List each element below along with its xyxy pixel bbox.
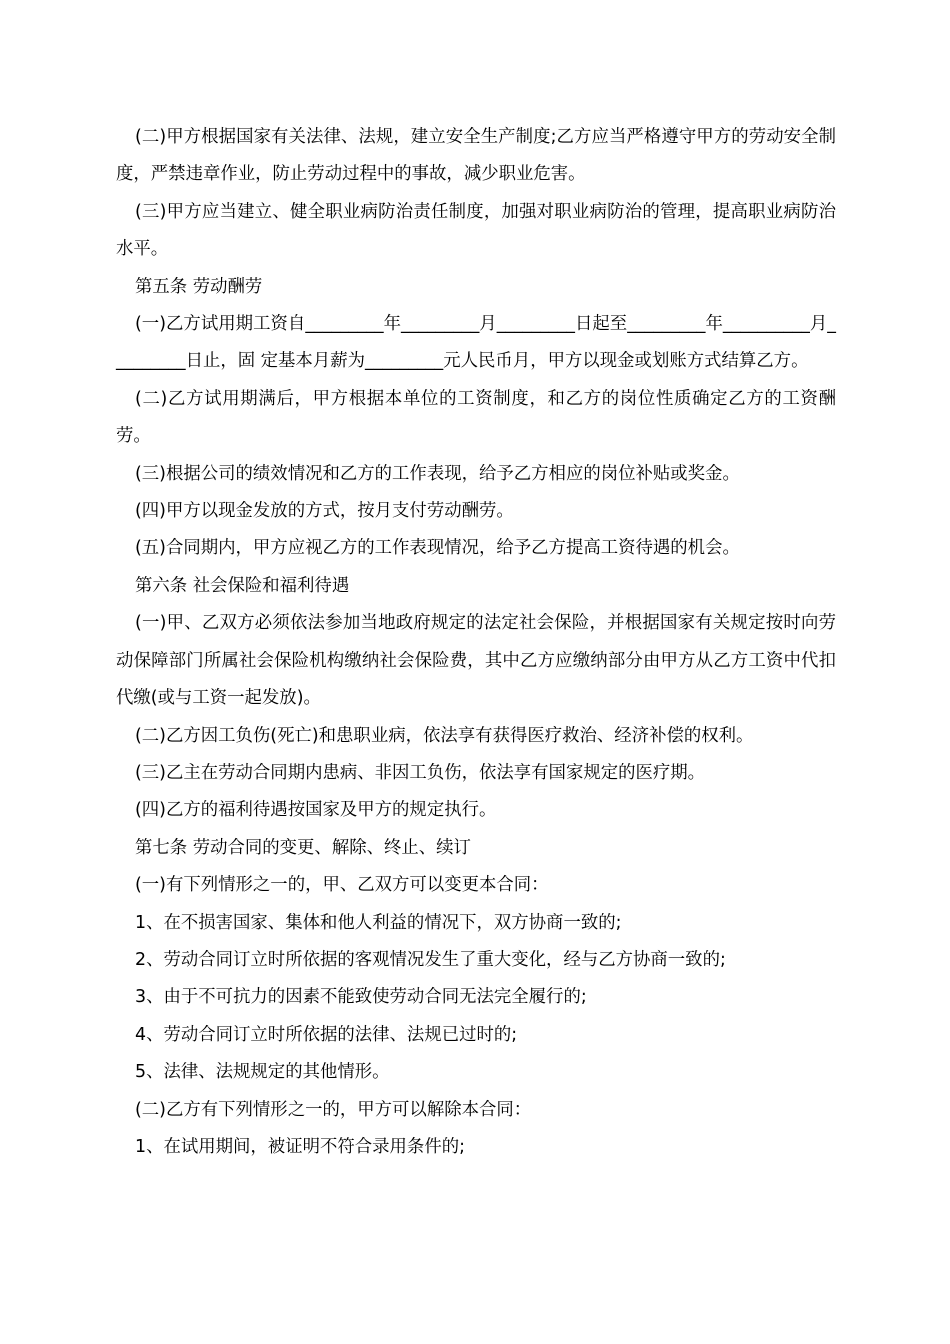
paragraph: (二)甲方根据国家有关法律、法规，建立安全生产制度;乙方应当严格遵守甲方的劳动安全制度，严禁违章作业，防止劳动过程中的事故，减少职业危害。 (116, 127, 836, 185)
list-item: 1、在不损害国家、集体和他人利益的情况下，双方协商一致的; (135, 912, 622, 933)
list-item: 5、法律、法规规定的其他情形。 (135, 1062, 390, 1083)
section-heading: 第六条 社会保险和福利待遇 (135, 575, 350, 596)
paragraph: (二)乙方试用期满后，甲方根据本单位的工资制度，和乙方的岗位性质确定乙方的工资酬劳。 (116, 388, 836, 447)
paragraph: (五)合同期内，甲方应视乙方的工作表现情况，给予乙方提高工资待遇的机会。 (135, 538, 740, 559)
paragraph: (三)根据公司的绩效情况和乙方的工作表现，给予乙方相应的岗位补贴或奖金。 (135, 463, 740, 484)
paragraph: (四)乙方的福利待遇按国家及甲方的规定执行。 (135, 800, 497, 821)
list-item: 2、劳动合同订立时所依据的客观情况发生了重大变化，经与乙方协商一致的; (135, 949, 726, 970)
section-heading: 第五条 劳动酬劳 (135, 276, 263, 297)
paragraph: (三)乙主在劳动合同期内患病、非因工负伤，依法享有国家规定的医疗期。 (135, 762, 706, 783)
section-heading: 第七条 劳动合同的变更、解除、终止、续订 (135, 837, 471, 858)
list-item: 3、由于不可抗力的因素不能致使劳动合同无法完全履行的; (135, 987, 587, 1008)
document-page (116, 119, 836, 1166)
paragraph: (二)乙方有下列情形之一的，甲方可以解除本合同： (135, 1099, 532, 1120)
paragraph: (一)乙方试用期工资自_________年_________月_________日起至_________年__________月_________日止，固 定基本月薪为_________元人民币月，甲方以现金或划账方式结算乙方。 (116, 314, 836, 372)
paragraph: (一)甲、乙双方必须依法参加当地政府规定的法定社会保险，并根据国家有关规定按时向劳动保障部门所属社会保险机构缴纳社会保险费，其中乙方应缴纳部分由甲方从乙方工资中代扣代缴(或与工资一起发放)。 (116, 613, 836, 709)
paragraph: (三)甲方应当建立、健全职业病防治责任制度，加强对职业病防治的管理，提高职业病防治水平。 (116, 201, 836, 260)
list-item: 4、劳动合同订立时所依据的法律、法规已过时的; (135, 1024, 518, 1045)
paragraph: (四)甲方以现金发放的方式，按月支付劳动酬劳。 (135, 501, 514, 522)
paragraph: (二)乙方因工负伤(死亡)和患职业病，依法享有获得医疗救治、经济补偿的权利。 (135, 725, 754, 746)
list-item: 1、在试用期间，被证明不符合录用条件的; (135, 1136, 465, 1157)
paragraph: (一)有下列情形之一的，甲、乙双方可以变更本合同： (135, 875, 549, 896)
